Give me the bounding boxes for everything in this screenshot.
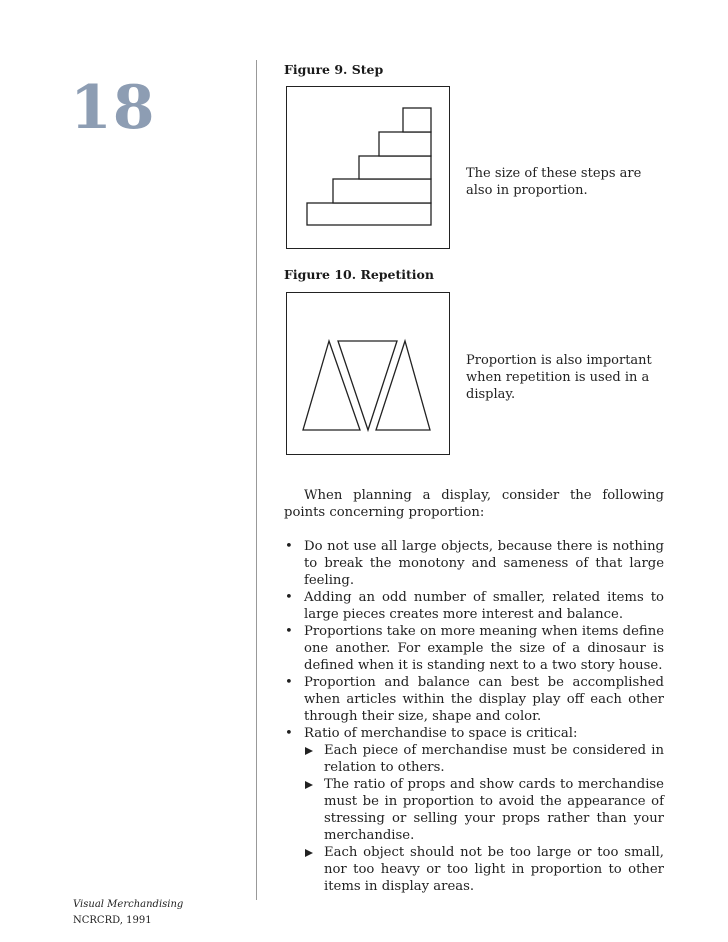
list-item: • Proportion and balance can best be accomplished when articles within the display play off each other through their size, shape and color. [285,675,664,724]
bullet-icon: • [285,624,293,639]
sub-list-item: Each piece of merchandise must be considered in relation to others. [304,742,664,776]
arrow-right-icon [305,849,313,857]
column-divider [256,60,257,900]
figure-9-caption: The size of these steps are also in proportion. [466,166,642,198]
intro-paragraph: When planning a display, consider the following points concerning proportion: [284,488,664,520]
list-item: • Adding an odd number of smaller, related items to large pieces creates more interest and balance. [285,590,664,622]
figure-10-repetition-diagram [286,292,450,455]
arrow-right-icon [305,781,313,789]
bullet-icon: • [285,590,293,605]
body-text [284,487,664,895]
step-illustration [287,87,451,250]
sub-bullet-list [304,742,664,895]
step-3 [359,156,431,179]
footer-publisher: NCRCRD, 1991 [73,915,152,926]
sub-list-item: The ratio of props and show cards to merchandise must be in proportion to avoid the appearance of stressing or selling your props rather than your merchandise. [304,776,664,844]
page-number: 18 [70,73,156,143]
repetition-illustration [287,293,451,456]
bullet-icon: • [285,675,293,690]
figure-9-title: Figure 9. Step [284,62,384,77]
arrow-right-icon [305,747,313,755]
step-4 [333,179,431,203]
bullet-icon: • [285,539,293,554]
sub-list-item: Each object should not be too large or too small, nor too heavy or too light in proportion to other items in display areas. [304,844,664,895]
footer-publication: Visual Merchandising [73,899,184,910]
bullet-icon: • [285,726,293,741]
figure-10-title: Figure 10. Repetition [284,267,434,282]
figure-10-caption: Proportion is also important when repetition is used in a display. [466,353,652,402]
footer [73,897,183,929]
step-2 [379,132,431,156]
figure-9-step-diagram [286,86,450,249]
list-item: • Proportions take on more meaning when items define one another. For example the size of a dinosaur is defined when it is standing next to a two story house. [285,624,664,673]
bullet-list [284,538,664,895]
list-item: • Do not use all large objects, because there is nothing to break the monotony and sameness of that large feeling. [285,539,664,588]
list-item: • Ratio of merchandise to space is critical: Each piece of merchandise must be considered in relation to others. The ratio of props and show cards to merchandise must be in proportion to avoid the appearance of stressing or selling your props rather than your merchandise. Each object should not be too large or too small, nor too heavy or too light in proportion to other items in display areas. [285,726,664,894]
step-1 [403,108,431,132]
step-5 [307,203,431,225]
